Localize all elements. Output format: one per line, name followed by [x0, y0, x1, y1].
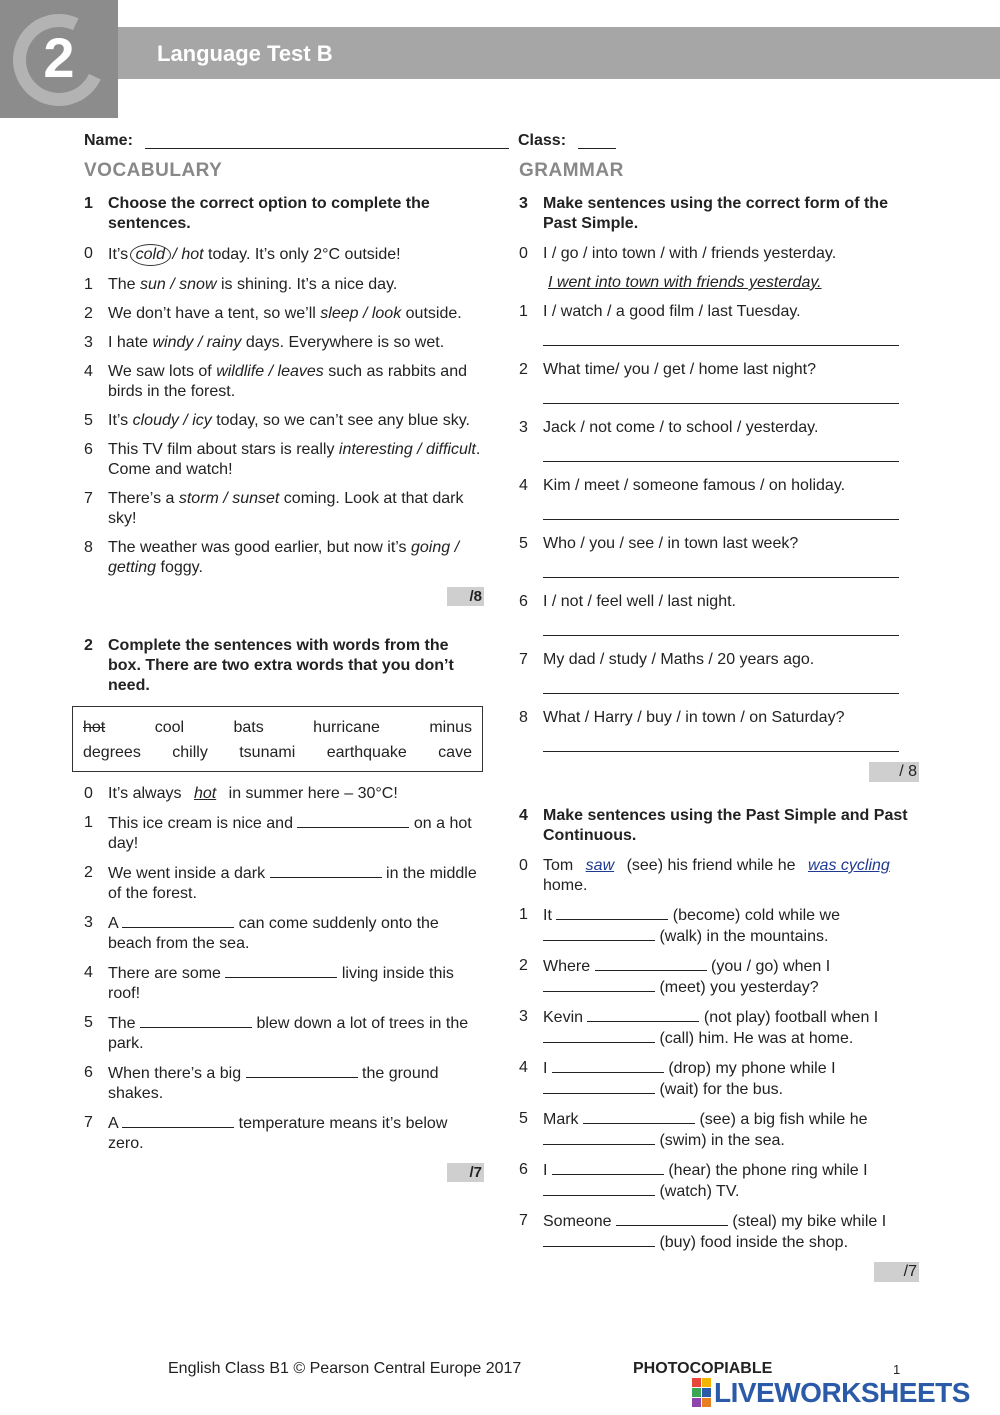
- page-title: Language Test B: [157, 41, 333, 66]
- name-field[interactable]: [145, 148, 509, 149]
- answer-line[interactable]: [543, 322, 899, 346]
- word-box: [72, 706, 483, 772]
- list-item: 3 A can come suddenly onto the beach from the sea.: [84, 914, 439, 952]
- answer-gap[interactable]: [122, 913, 234, 928]
- list-item: 0 I / go / into town / with / friends yesterday.: [519, 245, 837, 262]
- word-box-item: hot: [83, 719, 106, 736]
- option-choice[interactable]: sleep / look: [320, 305, 402, 322]
- answer-line[interactable]: [543, 728, 899, 752]
- answer-gap[interactable]: [543, 1232, 655, 1247]
- answer-gap[interactable]: [270, 863, 382, 878]
- answer-gap[interactable]: [543, 1028, 655, 1043]
- list-item: 3 Kevin (not play) football when I (call) him. He was at home.: [519, 1008, 879, 1047]
- list-item: 6 I / not / feel well / last night.: [519, 593, 736, 610]
- task-instruction: 1 Choose the correct option to complete the sentences.: [84, 195, 430, 232]
- list-item: 5 It’s cloudy / icy today, so we can’t see any blue sky.: [84, 412, 470, 429]
- answer-gap[interactable]: [616, 1211, 728, 1226]
- example-answer-line: I went into town with friends yesterday.: [548, 274, 822, 291]
- task-instruction: 3 Make sentences using the correct form of the Past Simple.: [519, 195, 888, 232]
- answer-line[interactable]: [543, 438, 899, 462]
- answer-line[interactable]: [543, 670, 899, 694]
- score-box: / 8: [519, 762, 919, 782]
- list-item: 4 There are some living inside this roof!: [84, 964, 454, 1002]
- name-label: Name:: [84, 132, 133, 149]
- task-instruction: 2 Complete the sentences with words from the box. There are two extra words that you don’t need.: [84, 637, 454, 694]
- answer-gap[interactable]: [552, 1058, 664, 1073]
- word-box-item: minus: [429, 719, 472, 736]
- class-field[interactable]: [578, 148, 616, 149]
- task-instruction: 4 Make sentences using the Past Simple and Past Continuous.: [519, 807, 908, 844]
- option-choice[interactable]: storm / sunset: [178, 490, 280, 507]
- header-bar: [0, 27, 1000, 79]
- answer-gap[interactable]: [140, 1013, 252, 1028]
- list-item: 7 My dad / study / Maths / 20 years ago.: [519, 651, 815, 668]
- list-item: 5 Who / you / see / in town last week?: [519, 535, 799, 552]
- list-item: 7 There’s a storm / sunset coming. Look at that dark sky!: [84, 490, 464, 527]
- photocopiable-label: PHOTOCOPIABLE: [633, 1360, 773, 1377]
- answer-gap[interactable]: [595, 956, 707, 971]
- list-item: 6 When there’s a big the ground shakes.: [84, 1064, 439, 1102]
- option-choice[interactable]: wildlife / leaves: [216, 363, 324, 380]
- word-box-item: tsunami: [239, 744, 296, 761]
- list-item: 6 I (hear) the phone ring while I (watch) TV.: [519, 1161, 868, 1200]
- list-item: 0 Tom saw (see) his friend while he was cycling home.: [519, 857, 890, 894]
- answer-gap[interactable]: [556, 905, 668, 920]
- answer-gap[interactable]: [583, 1109, 695, 1124]
- unit-badge: [0, 0, 118, 118]
- list-item: 8 What / Harry / buy / in town / on Saturday?: [519, 709, 845, 726]
- unit-number: 2: [43, 26, 75, 89]
- answer-gap[interactable]: [587, 1007, 699, 1022]
- example-answer: was cycling: [807, 857, 890, 874]
- list-item: 3 Jack / not come / to school / yesterday.: [519, 419, 819, 436]
- word-box-item: cool: [154, 719, 185, 736]
- list-item: 7 A temperature means it’s below zero.: [84, 1114, 448, 1152]
- example-answer: saw: [585, 857, 615, 874]
- option-choice[interactable]: going / getting: [108, 539, 460, 576]
- option-choice[interactable]: cloudy / icy: [132, 412, 212, 429]
- option-choice[interactable]: interesting / difficult: [338, 441, 476, 458]
- list-item: 7 Someone (steal) my bike while I (buy) food inside the shop.: [519, 1212, 887, 1251]
- list-item: 4 Kim / meet / someone famous / on holiday.: [519, 477, 846, 494]
- list-item: 1 This ice cream is nice and on a hot day!: [84, 814, 472, 852]
- class-label: Class:: [518, 132, 567, 149]
- answer-gap[interactable]: [543, 1130, 655, 1145]
- logo-grid-icon: [692, 1378, 711, 1407]
- answer-gap[interactable]: [225, 963, 337, 978]
- answer-gap[interactable]: [543, 1181, 655, 1196]
- score-box: /7: [519, 1262, 919, 1282]
- list-item: 0 It’s cold / hot today. It’s only 2°C outside!: [84, 244, 484, 266]
- circled-answer[interactable]: cold: [130, 244, 171, 266]
- section-title-grammar: GRAMMAR: [519, 160, 624, 181]
- grammar-column: [519, 160, 919, 1282]
- list-item: 0 It’s always hot in summer here – 30°C!: [84, 785, 398, 802]
- vocabulary-column: [84, 160, 484, 1182]
- answer-gap[interactable]: [552, 1160, 664, 1175]
- option-choice[interactable]: sun / snow: [140, 276, 217, 293]
- option-choice[interactable]: windy / rainy: [152, 334, 242, 351]
- list-item: 4 I (drop) my phone while I (wait) for the bus.: [519, 1059, 836, 1098]
- answer-gap[interactable]: [543, 926, 655, 941]
- word-box-item: cave: [438, 744, 472, 761]
- list-item: 1 It (become) cold while we (walk) in the mountains.: [519, 906, 840, 945]
- list-item: 3 I hate windy / rainy days. Everywhere is so wet.: [84, 334, 445, 351]
- word-box-item: chilly: [172, 744, 208, 761]
- logo-text: LIVEWORKSHEETS: [714, 1376, 970, 1408]
- list-item: 5 The blew down a lot of trees in the park.: [84, 1014, 469, 1052]
- section-title-vocabulary: VOCABULARY: [84, 160, 223, 181]
- list-item: 1 I / watch / a good film / last Tuesday.: [519, 303, 801, 320]
- answer-gap[interactable]: [297, 813, 409, 828]
- list-item: 8 The weather was good earlier, but now it’s going / getting foggy.: [84, 539, 460, 576]
- liveworksheets-logo[interactable]: [692, 1378, 970, 1407]
- list-item: 5 Mark (see) a big fish while he (swim) in the sea.: [519, 1110, 868, 1149]
- copyright-text: English Class B1 © Pearson Central Europe 2017: [168, 1360, 522, 1377]
- list-item: 6 This TV film about stars is really interesting / difficult. Come and watch!: [84, 441, 481, 478]
- answer-line[interactable]: [543, 496, 899, 520]
- answer-gap[interactable]: [246, 1063, 358, 1078]
- score-box: /7: [84, 1163, 484, 1182]
- example-answer: hot: [193, 785, 217, 802]
- list-item: 2 We went inside a dark in the middle of the forest.: [84, 864, 477, 902]
- list-item: 1 The sun / snow is shining. It’s a nice day.: [84, 276, 398, 293]
- answer-line[interactable]: [543, 554, 899, 578]
- word-box-item: earthquake: [326, 744, 407, 761]
- answer-line[interactable]: [543, 380, 899, 404]
- list-item: 2 Where (you / go) when I (meet) you yesterday?: [519, 957, 831, 996]
- word-box-item: hurricane: [313, 719, 380, 736]
- page-number: 1: [893, 1362, 901, 1377]
- score-box: /8: [84, 587, 484, 606]
- list-item: 2 What time/ you / get / home last night?: [519, 361, 817, 378]
- answer-gap[interactable]: [543, 977, 655, 992]
- answer-line[interactable]: [543, 612, 899, 636]
- answer-gap[interactable]: [122, 1113, 234, 1128]
- list-item: 2 We don’t have a tent, so we’ll sleep / look outside.: [84, 305, 462, 322]
- list-item: 4 We saw lots of wildlife / leaves such as rabbits and birds in the forest.: [84, 363, 467, 400]
- word-box-item: bats: [233, 719, 264, 736]
- answer-gap[interactable]: [543, 1079, 655, 1094]
- word-box-item: degrees: [83, 744, 141, 761]
